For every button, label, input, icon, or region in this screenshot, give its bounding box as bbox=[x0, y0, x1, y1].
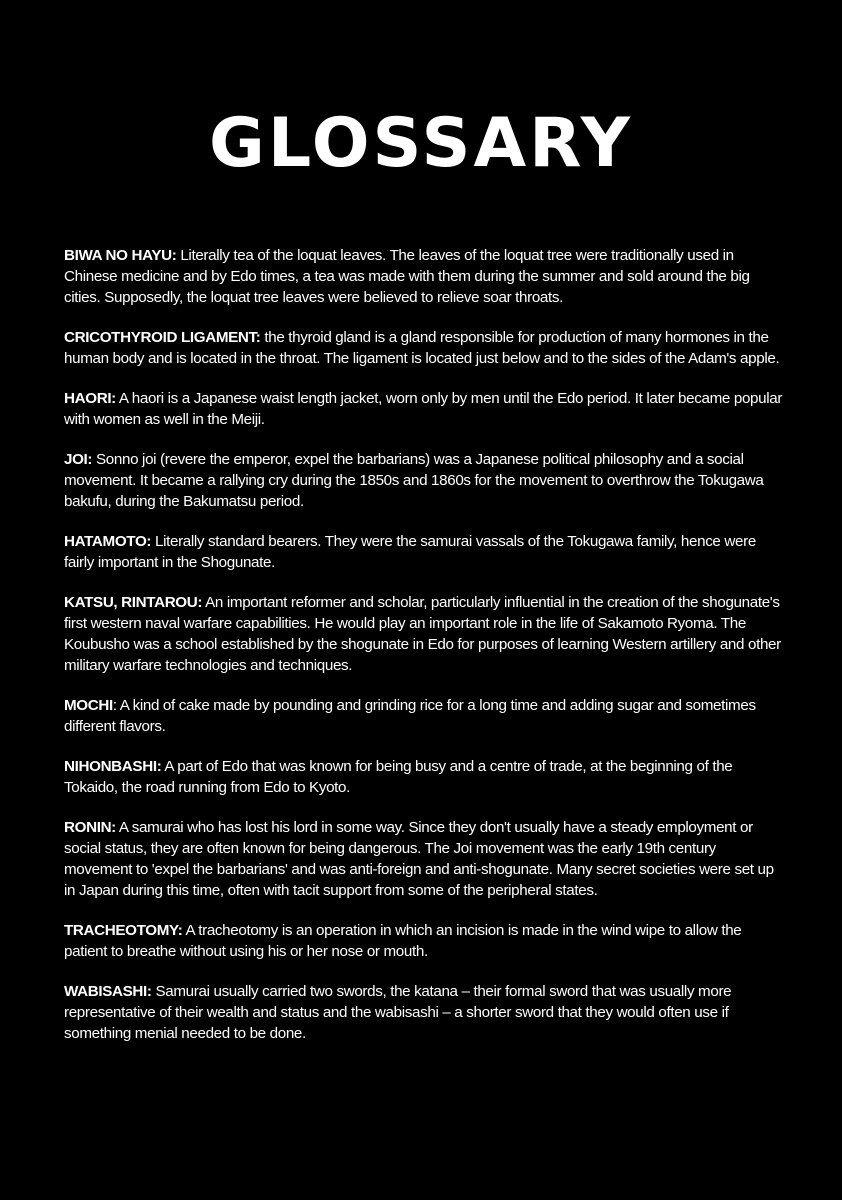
glossary-entry-biwa-no-hayu bbox=[64, 245, 786, 308]
glossary-definition: : A kind of cake made by pounding and grinding rice for a long time and adding sugar and sometimes different flavors. bbox=[64, 697, 756, 735]
glossary-entry-wabisashi bbox=[64, 981, 786, 1044]
glossary-entry-nihonbashi bbox=[64, 756, 786, 798]
glossary-definition: A haori is a Japanese waist length jacket, worn only by men until the Edo period. It later became popular with women as well in the Meiji. bbox=[64, 390, 783, 428]
glossary-entry-hatamoto bbox=[64, 531, 786, 573]
page-title: GLOSSARY bbox=[209, 104, 633, 183]
glossary-term: HAORI: bbox=[64, 390, 116, 407]
glossary-entry-mochi bbox=[64, 695, 786, 737]
glossary-entry-joi bbox=[64, 449, 786, 512]
glossary-entry-cricothyroid-ligament bbox=[64, 327, 786, 369]
glossary-definition: An important reformer and scholar, particularly influential in the creation of the shogunate's first western naval warfare capabilities. He would play an important role in the life of Sakamoto Ryoma. The Koubusho was a school established by the shogunate in Edo for purposes of learning Western artillery and other military warfare technologies and techniques. bbox=[64, 594, 781, 674]
glossary-entry-katsu-rintarou bbox=[64, 592, 786, 676]
glossary-list bbox=[64, 245, 786, 1063]
glossary-term: TRACHEOTOMY: bbox=[64, 922, 183, 939]
glossary-term: CRICOTHYROID LIGAMENT: bbox=[64, 329, 261, 346]
glossary-term: NIHONBASHI: bbox=[64, 758, 162, 775]
glossary-definition: A samurai who has lost his lord in some way. Since they don't usually have a steady employment or social status, they are often known for being dangerous. The Joi movement was the early 19th century movement to 'expel the barbarians' and was anti-foreign and anti-shogunate. Many secret societies were set up in Japan during this time, often with tacit support from some of the peripheral states. bbox=[64, 819, 774, 899]
glossary-term: BIWA NO HAYU: bbox=[64, 247, 177, 264]
glossary-definition: A tracheotomy is an operation in which an incision is made in the wind wipe to allow the patient to breathe without using his or her nose or mouth. bbox=[64, 922, 742, 960]
glossary-definition: the thyroid gland is a gland responsible for production of many hormones in the human body and is located in the throat. The ligament is located just below and to the sides of the Adam's apple. bbox=[64, 329, 780, 367]
glossary-term: MOCHI bbox=[64, 697, 113, 714]
glossary-term: RONIN: bbox=[64, 819, 116, 836]
glossary-entry-ronin bbox=[64, 817, 786, 901]
glossary-definition: Sonno joi (revere the emperor, expel the barbarians) was a Japanese political philosophy and a social movement. It became a rallying cry during the 1850s and 1860s for the movement to overthrow the Tokugawa bakufu, during the Bakumatsu period. bbox=[64, 451, 764, 510]
glossary-definition: Samurai usually carried two swords, the katana – their formal sword that was usually more representative of their wealth and status and the wabisashi – a shorter sword that they would often use if something menial needed to be done. bbox=[64, 983, 732, 1042]
glossary-term: HATAMOTO: bbox=[64, 533, 152, 550]
glossary-definition: Literally standard bearers. They were the samurai vassals of the Tokugawa family, hence were fairly important in the Shogunate. bbox=[64, 533, 756, 571]
glossary-term: WABISASHI: bbox=[64, 983, 152, 1000]
glossary-term: KATSU, RINTAROU: bbox=[64, 594, 203, 611]
glossary-entry-tracheotomy bbox=[64, 920, 786, 962]
glossary-definition: Literally tea of the loquat leaves. The leaves of the loquat tree were traditionally used in Chinese medicine and by Edo times, a tea was made with them during the summer and sold around the big cities. Supposedly, the loquat tree leaves were believed to relieve soar throats. bbox=[64, 247, 750, 306]
glossary-definition: A part of Edo that was known for being busy and a centre of trade, at the beginning of the Tokaido, the road running from Edo to Kyoto. bbox=[64, 758, 733, 796]
glossary-entry-haori bbox=[64, 388, 786, 430]
glossary-term: JOI: bbox=[64, 451, 93, 468]
